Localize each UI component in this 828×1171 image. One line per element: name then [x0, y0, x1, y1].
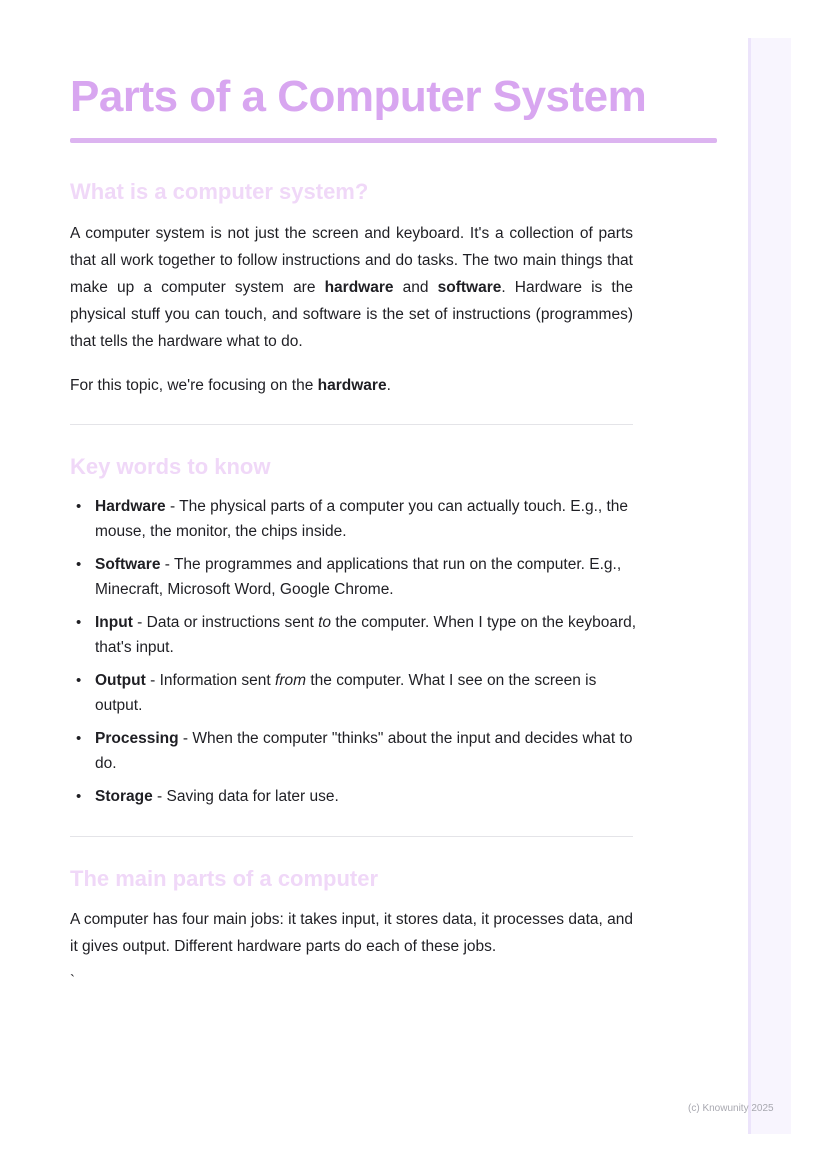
definition-text: - Data or instructions sent: [132, 614, 319, 631]
key-term: Storage: [95, 788, 153, 805]
section-divider: [70, 424, 633, 425]
list-item: [70, 726, 640, 776]
title-underline: [70, 138, 717, 143]
definition-text-continued: the computer. When I type on the keyboard, that's input.: [95, 614, 637, 656]
list-item: [70, 784, 640, 809]
list-item: [70, 494, 640, 544]
bold-software: software: [437, 279, 502, 296]
section-divider: [70, 836, 633, 837]
bullet-icon: •: [76, 788, 82, 805]
list-item: [70, 552, 640, 602]
page-title: Parts of a Computer System: [70, 72, 647, 121]
key-term: Processing: [95, 730, 179, 747]
section-heading-key-words: Key words to know: [70, 454, 271, 479]
bullet-icon: •: [76, 556, 82, 573]
definition-text: - The physical parts of a computer you can actually touch. E.g., the mouse, the monitor, the chips inside.: [95, 498, 629, 540]
definition-text: - Information sent: [145, 672, 276, 689]
focus-paragraph: For this topic, we're focusing on the hardware.: [70, 377, 391, 394]
bullet-icon: •: [76, 614, 82, 631]
emphasis-text: from: [275, 672, 307, 689]
copyright-footer: (c) Knowunity 2025: [688, 1103, 774, 1114]
key-term: Software: [95, 556, 161, 573]
section-heading-main-parts: The main parts of a computer: [70, 866, 379, 891]
bold-hardware-focus: hardware: [317, 377, 387, 394]
definition-text: - Saving data for later use.: [152, 788, 339, 805]
intro-paragraph: A computer system is not just the screen and keyboard. It's a collection of parts that all work together to follow instructions and do tasks. The two main things that make up a computer system are hardware and software. Hardware is the physical stuff you can touch, and software is the set of instructions (programmes) that tells the hardware what to do.: [70, 225, 633, 350]
definition-text: - The programmes and applications that run on the computer. E.g., Minecraft, Microsoft Word, Google Chrome.: [95, 556, 622, 598]
stray-mark: `: [70, 972, 75, 989]
list-item: [70, 668, 640, 718]
key-term: Input: [95, 614, 133, 631]
bullet-icon: •: [76, 498, 82, 515]
side-margin-strip: [748, 38, 791, 1134]
list-item: [70, 610, 640, 660]
emphasis-text: to: [318, 614, 332, 631]
key-term: Output: [95, 672, 146, 689]
key-term: Hardware: [95, 498, 166, 515]
definition-text: - When the computer "thinks" about the input and decides what to do.: [95, 730, 633, 772]
main-parts-paragraph: A computer has four main jobs: it takes input, it stores data, it processes data, and it gives output. Different hardware parts do each of these jobs.: [70, 911, 633, 955]
bullet-icon: •: [76, 672, 82, 689]
bold-hardware: hardware: [324, 279, 394, 296]
bullet-icon: •: [76, 730, 82, 747]
definition-text-continued: the computer. What I see on the screen is output.: [95, 672, 597, 714]
key-words-list: [70, 494, 640, 817]
section-heading-what-is: What is a computer system?: [70, 179, 369, 204]
